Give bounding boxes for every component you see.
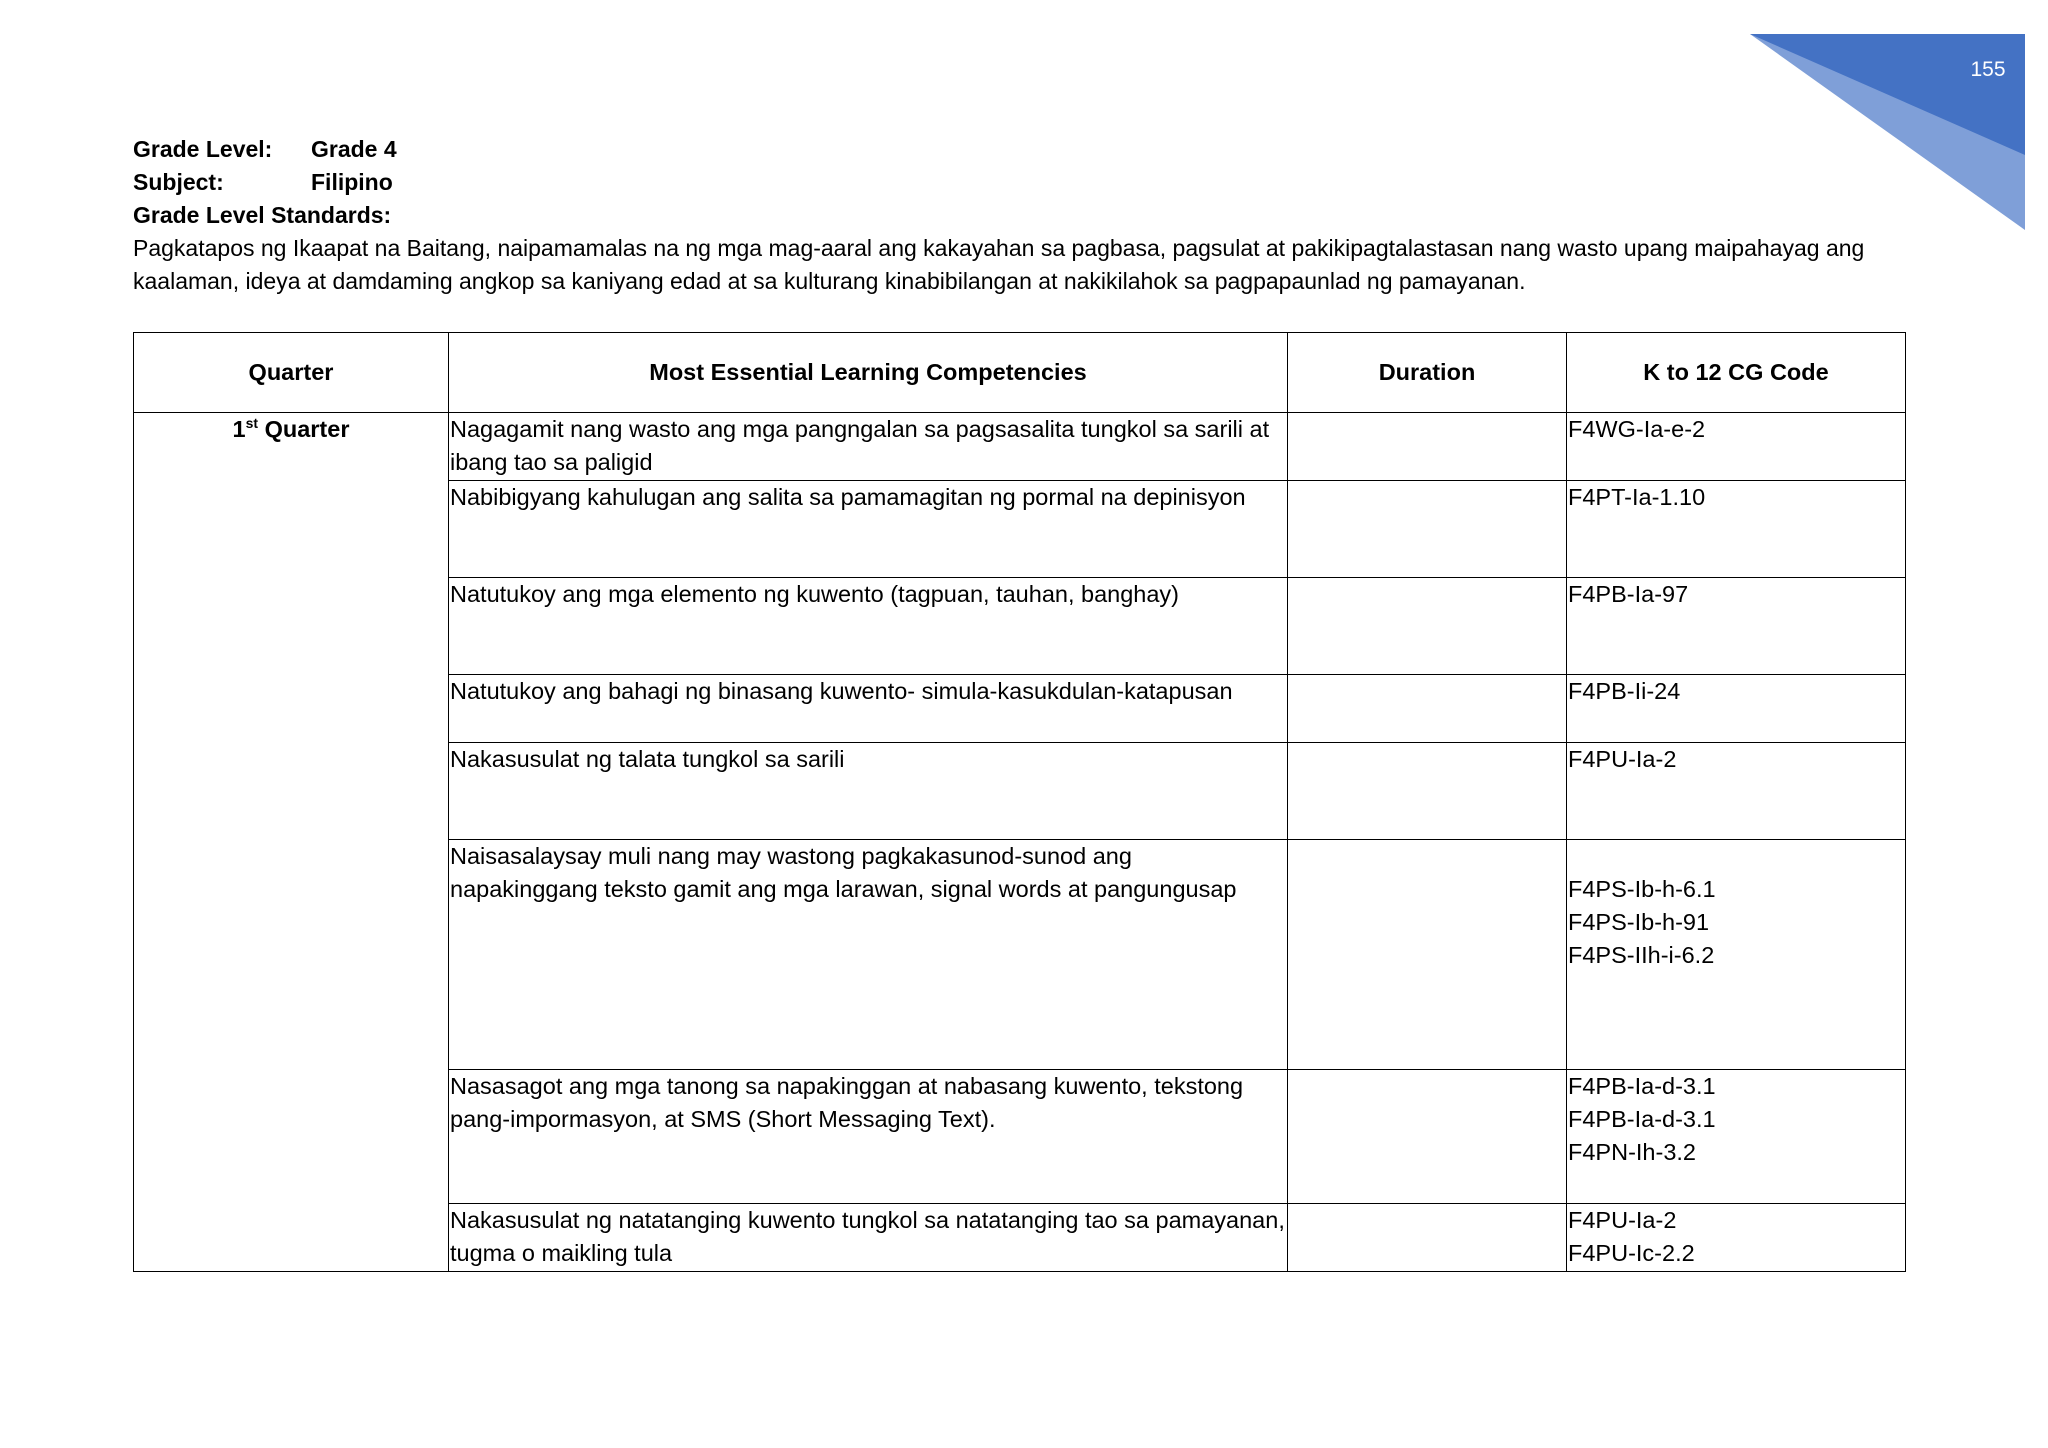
competency-cell: Nagagamit nang wasto ang mga pangngalan sa pagsasalita tungkol sa sarili at ibang tao sa paligid [449, 413, 1288, 481]
code-cell [1567, 743, 1906, 840]
code-value: F4PU-Ic-2.2 [1568, 1240, 1695, 1266]
grade-level-value: Grade 4 [311, 136, 397, 162]
code-value: F4PB-Ia-d-3.1 [1568, 1073, 1716, 1099]
competency-cell: Nasasagot ang mga tanong sa napakinggan at nabasang kuwento, tekstong pang-impormasyon, at SMS (Short Messaging Text). [449, 1070, 1288, 1204]
standards-text: Pagkatapos ng Ikaapat na Baitang, naipamamalas na ng mga mag-aaral ang kakayahan sa pagbasa, pagsulat at pakikipagtalastasan nang wasto upang maipahayag ang kaalaman, ideya at damdaming angkop sa kaniyang edad at sa kulturang kinabibilangan at nakikilahok sa pagpapaunlad ng pamayanan. [133, 235, 1865, 294]
code-value: F4PN-Ih-3.2 [1568, 1139, 1696, 1165]
quarter-word: Quarter [258, 416, 350, 442]
quarter-suffix: st [245, 415, 259, 432]
code-value: F4PU-Ia-2 [1568, 1207, 1677, 1233]
duration-cell [1288, 481, 1567, 578]
subject-value: Filipino [311, 169, 393, 195]
table-row [134, 413, 1906, 481]
table-header-row [134, 333, 1906, 413]
competencies-table [133, 332, 1906, 1272]
code-value: F4PT-Ia-1.10 [1568, 484, 1706, 510]
code-cell [1567, 675, 1906, 743]
grade-level-row [133, 133, 1923, 166]
duration-cell [1288, 578, 1567, 675]
duration-cell [1288, 840, 1567, 1070]
code-cell [1567, 481, 1906, 578]
competency-cell: Nabibigyang kahulugan ang salita sa pamamagitan ng pormal na depinisyon [449, 481, 1288, 578]
duration-cell [1288, 1070, 1567, 1204]
competency-cell: Nakasusulat ng natatanging kuwento tungkol sa natatanging tao sa pamayanan, tugma o maikling tula [449, 1204, 1288, 1272]
code-cell [1567, 578, 1906, 675]
header-competencies: Most Essential Learning Competencies [449, 333, 1288, 413]
competency-cell: Naisasalaysay muli nang may wastong pagkakasunod-sunod ang napakinggang teksto gamit ang mga larawan, signal words at pangungusap [449, 840, 1288, 1070]
code-cell [1567, 413, 1906, 481]
competency-cell: Natutukoy ang bahagi ng binasang kuwento- simula-kasukdulan-katapusan [449, 675, 1288, 743]
duration-cell [1288, 743, 1567, 840]
code-value: F4WG-Ia-e-2 [1568, 416, 1706, 442]
code-value: F4PB-Ia-d-3.1 [1568, 1106, 1716, 1132]
header-quarter: Quarter [134, 333, 449, 413]
subject-label: Subject: [133, 169, 224, 195]
competency-cell: Natutukoy ang mga elemento ng kuwento (tagpuan, tauhan, banghay) [449, 578, 1288, 675]
header-duration: Duration [1288, 333, 1567, 413]
duration-cell [1288, 675, 1567, 743]
subject-row [133, 166, 1923, 199]
code-value: F4PU-Ia-2 [1568, 746, 1677, 772]
duration-cell [1288, 413, 1567, 481]
document-header [133, 133, 1923, 298]
code-value: F4PS-IIh-i-6.2 [1568, 942, 1715, 968]
competency-cell: Nakasusulat ng talata tungkol sa sarili [449, 743, 1288, 840]
header-code: K to 12 CG Code [1567, 333, 1906, 413]
duration-cell [1288, 1204, 1567, 1272]
grade-level-label: Grade Level: [133, 136, 273, 162]
page-number: 155 [1970, 58, 2006, 81]
code-value: F4PS-Ib-h-91 [1568, 909, 1710, 935]
quarter-number: 1 [232, 416, 246, 442]
code-value: F4PS-Ib-h-6.1 [1568, 876, 1716, 902]
code-cell [1567, 1070, 1906, 1204]
quarter-cell [134, 413, 449, 1272]
code-cell [1567, 840, 1906, 1070]
code-value: F4PB-Ia-97 [1568, 581, 1689, 607]
code-value: F4PB-Ii-24 [1568, 678, 1681, 704]
standards-label: Grade Level Standards: [133, 202, 392, 228]
code-cell [1567, 1204, 1906, 1272]
